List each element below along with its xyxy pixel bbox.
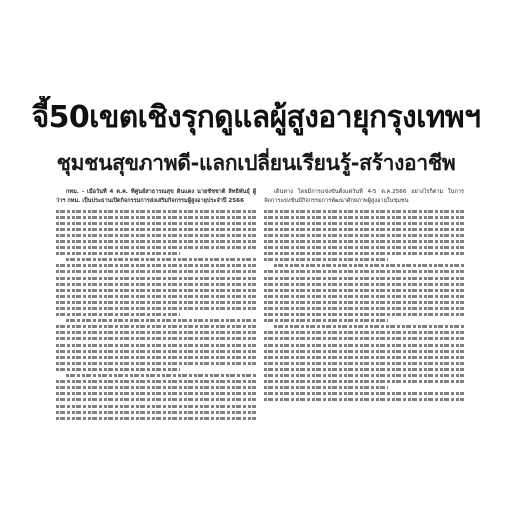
column-left-lead-paragraph: กทม. - เมื่อวันที่ 4 ต.ค. ที่ศูนย์สาธารณสุข ดินแดง นายชัชชาติ สิทธิพันธุ์ ผู้ว่าฯ กทม. เป็นประธานเปิดกิจกรรมการส่งเสริมกิจกรรมผู้สูงอายุประจำปี 2566: [56, 189, 256, 205]
article-column-left: [56, 188, 256, 510]
subheadline: ชุมชนสุขภาพดี-แลกเปลี่ยนเรียนรู้-สร้างอาชีพ: [56, 151, 456, 175]
body-text-left: [56, 210, 256, 420]
article-column-right: [264, 188, 464, 510]
headline: จี้50เขตเชิงรุกดูแลผู้สูงอายุกรุงเทพฯ: [31, 100, 481, 135]
column-right-lead-paragraph: เดินทาง โดยมีการแข่งขันตั้งแต่วันที่ 4-5 ต.ค.2566 อย่างไรก็ตาม ในการจัดการแข่งขันมีกิจกรรมการพัฒนาศักยภาพผู้สูงอายุในชุมชน: [264, 189, 464, 205]
body-text-right: [264, 210, 464, 402]
